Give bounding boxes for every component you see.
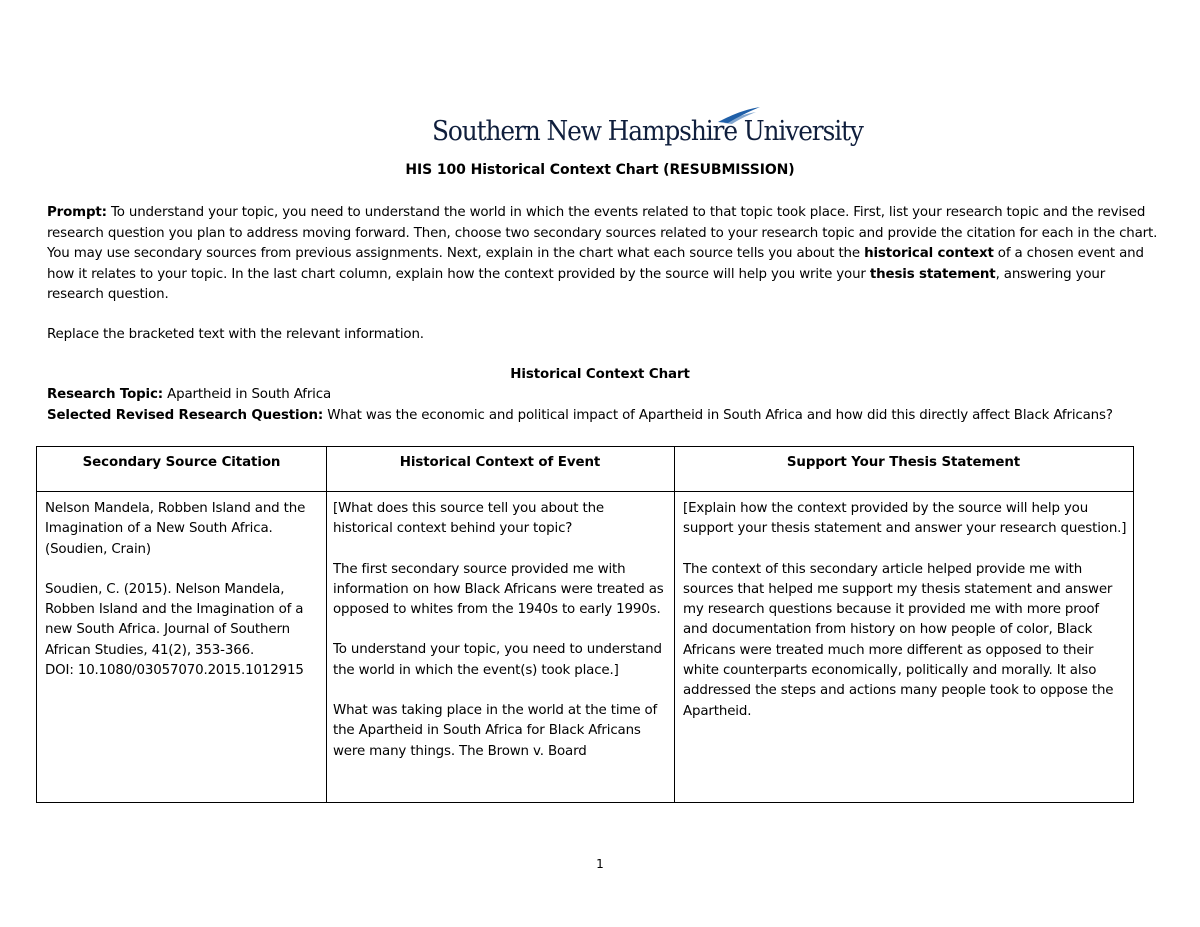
prompt-text-1: To understand your topic, you need to understand the world in which the events related to that topic took place. First, list your research topic and the revised research question you plan to address moving forward. Then, choose two secondary sources related to your research topic and provide the citation for each in the chart. You may use secondary sources from previous assignments. Next, explain in the chart what each source tells you about the (47, 205, 1158, 262)
thesis-prompt: [Explain how the context provided by the source will help you support your thesis statement and answer your research question.] (683, 501, 1127, 537)
header-source-citation: Secondary Source Citation (82, 455, 281, 470)
cell-thesis-support (683, 499, 1127, 799)
table-divider (674, 447, 675, 802)
research-topic-value: Apartheid in South Africa (163, 387, 332, 402)
historical-context-table (36, 446, 1134, 803)
chart-heading: Historical Context Chart (510, 367, 690, 382)
citation-reference: Soudien, C. (2015). Nelson Mandela, Robben Island and the Imagination of a new South Africa. Journal of Southern African Studies, 41(2), 353-366. (45, 581, 304, 658)
university-logo (432, 104, 863, 154)
citation-title: Nelson Mandela, Robben Island and the Imagination of a New South Africa. (Soudien, Crain) (45, 501, 306, 557)
citation-doi: DOI: 10.1080/03057070.2015.1012915 (45, 663, 304, 679)
table-divider (37, 491, 1133, 492)
context-world-events: What was taking place in the world at the time of the Apartheid in South Africa for Black Africans were many things. The Brown v. Board (333, 703, 658, 759)
replace-instruction: Replace the bracketed text with the relevant information. (47, 327, 424, 342)
research-topic-label: Research Topic: (47, 387, 163, 402)
table-divider (326, 447, 327, 802)
research-question-value: What was the economic and political impact of Apartheid in South Africa and how did this directly affect Black Africans? (323, 408, 1113, 423)
research-topic (47, 387, 331, 402)
context-prompt-question: [What does this source tell you about the historical context behind your topic? (333, 501, 605, 537)
header-thesis-support: Support Your Thesis Statement (786, 455, 1021, 470)
research-question-label: Selected Revised Research Question: (47, 408, 324, 423)
page-title: HIS 100 Historical Context Chart (RESUBMISSION) (405, 162, 795, 178)
cell-source-citation (45, 499, 323, 799)
page-number: 1 (596, 857, 604, 871)
prompt-paragraph (47, 203, 1162, 306)
research-question (47, 408, 1113, 423)
cell-historical-context (333, 499, 667, 799)
context-answer: The first secondary source provided me with information on how Black Africans were treated as opposed to whites from the 1940s to early 1990s. (333, 561, 664, 618)
header-historical-context: Historical Context of Event (399, 455, 601, 470)
prompt-text-2: of a chosen event and how it relates to your topic. In the last chart column, explain how the context provided by the source will help you write your (47, 246, 1144, 282)
thesis-answer: The context of this secondary article helped provide me with sources that helped me support my thesis statement and answer my research questions because it provided me with more proof and documentation from history on how people of color, Black Africans were treated much more different as opposed to their white counterparts economically, politically and morally. It also addressed the steps and actions many people took to oppose the Apartheid. (683, 561, 1114, 719)
context-prompt-instruction: To understand your topic, you need to understand the world in which the event(s) took place.] (333, 642, 662, 678)
prompt-bold-thesis-statement: thesis statement (869, 266, 996, 282)
logo-wordmark: Southern New Hampshire University (432, 116, 863, 147)
prompt-label: Prompt: (47, 205, 107, 220)
prompt-text-3: , answering your research question. (47, 266, 1106, 303)
prompt-bold-historical-context: historical context (864, 246, 994, 262)
